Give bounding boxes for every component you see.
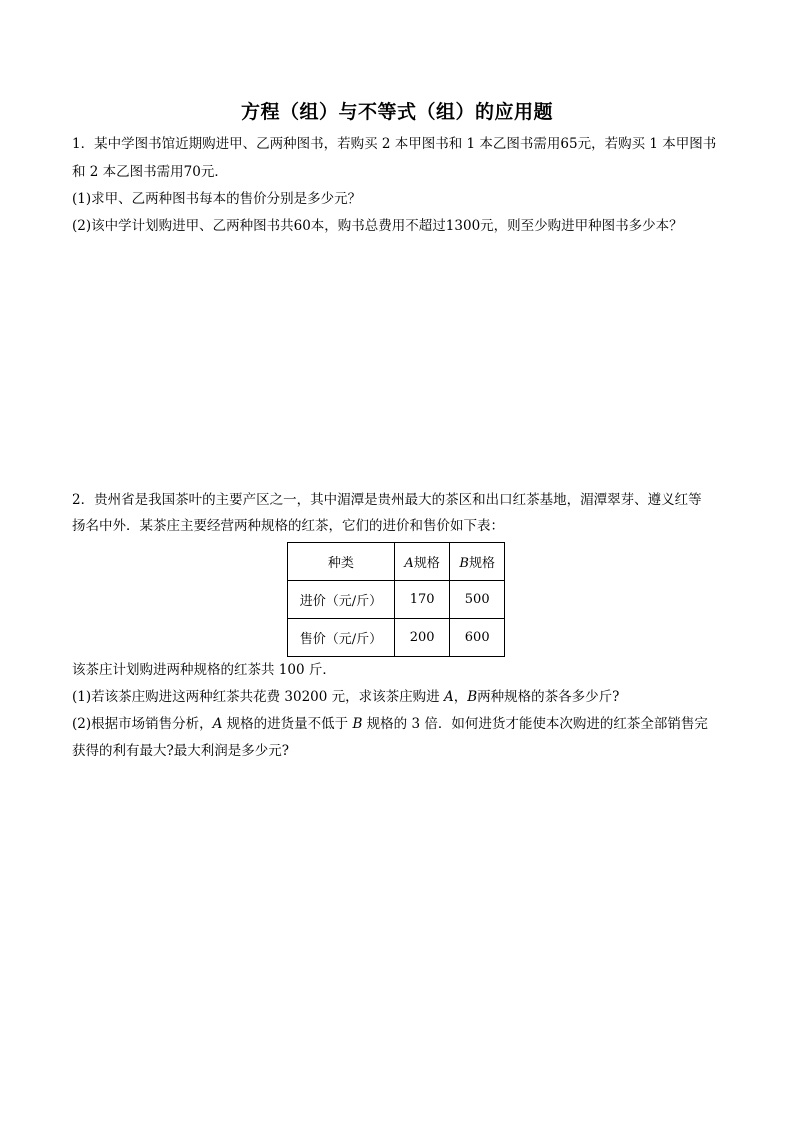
header-b-letter: B [459, 556, 469, 571]
page-title: 方程（组）与不等式（组）的应用题 [240, 101, 553, 123]
table-row [288, 581, 505, 619]
q2-part-1-sep: ， [453, 689, 468, 705]
q2-part-2-mid: 规格的进货量不低于 [222, 716, 353, 732]
header-a-spec [394, 543, 450, 581]
q1-part-1: (1)求甲、乙两种图书每本的售价分别是多少元？ [72, 191, 362, 207]
q2-part-2-b: B [352, 716, 363, 732]
header-a-letter: A [404, 556, 414, 571]
cell-a: 200 [394, 619, 450, 657]
q2-part-1-b: B [467, 689, 478, 705]
q1-part-2: (2)该中学计划购进甲、乙两种图书共60本，购书总费用不超过1300元，则至少购进甲种图书多少本？ [72, 218, 683, 234]
header-a-suffix: 规格 [413, 556, 440, 571]
q2-part-1-pre: (1)若该茶庄购进这两种红茶共花费 30200 元，求该茶庄购进 [72, 689, 444, 705]
table-row [288, 619, 505, 657]
q2-part-1 [72, 687, 732, 707]
table-header-row [288, 543, 505, 581]
q1-stem-line-2: 和 2 本乙图书需用70元． [72, 164, 228, 180]
q2-part-2-line-2: 获得的利有最大?最大利润是多少元? [72, 743, 289, 759]
price-table [287, 542, 505, 657]
row-label: 售价（元/斤） [288, 619, 395, 657]
row-label: 进价（元/斤） [288, 581, 395, 619]
cell-b: 600 [450, 619, 505, 657]
q1-stem-line-1: 1．某中学图书馆近期购进甲、乙两种图书，若购买 2 本甲图书和 1 本乙图书需用65元，若购买 1 本甲图书 [72, 136, 717, 152]
cell-b: 500 [450, 581, 505, 619]
q2-part-2-a: A [212, 716, 223, 732]
q2-stem-line-2: 扬名中外．某茶庄主要经营两种规格的红茶，它们的进价和售价如下表： [72, 518, 504, 534]
q2-part-2-pre: (2)根据市场销售分析， [72, 716, 213, 732]
q2-part-1-post: 两种规格的茶各多少斤? [477, 689, 620, 705]
q2-stem-line-1: 2．贵州省是我国茶叶的主要产区之一，其中湄潭是贵州最大的茶区和出口红茶基地，湄潭翠芽、遵义红等 [72, 492, 702, 508]
q2-stem-line-3: 该茶庄计划购进两种规格的红茶共 100 斤． [72, 662, 336, 678]
q2-part-1-a: A [443, 689, 454, 705]
header-b-suffix: 规格 [468, 556, 495, 571]
header-type: 种类 [288, 543, 395, 581]
q2-part-2 [72, 714, 732, 734]
cell-a: 170 [394, 581, 450, 619]
header-b-spec [450, 543, 505, 581]
q2-part-2-post: 规格的 3 倍．如何进货才能使本次购进的红茶全部销售完 [362, 716, 708, 732]
